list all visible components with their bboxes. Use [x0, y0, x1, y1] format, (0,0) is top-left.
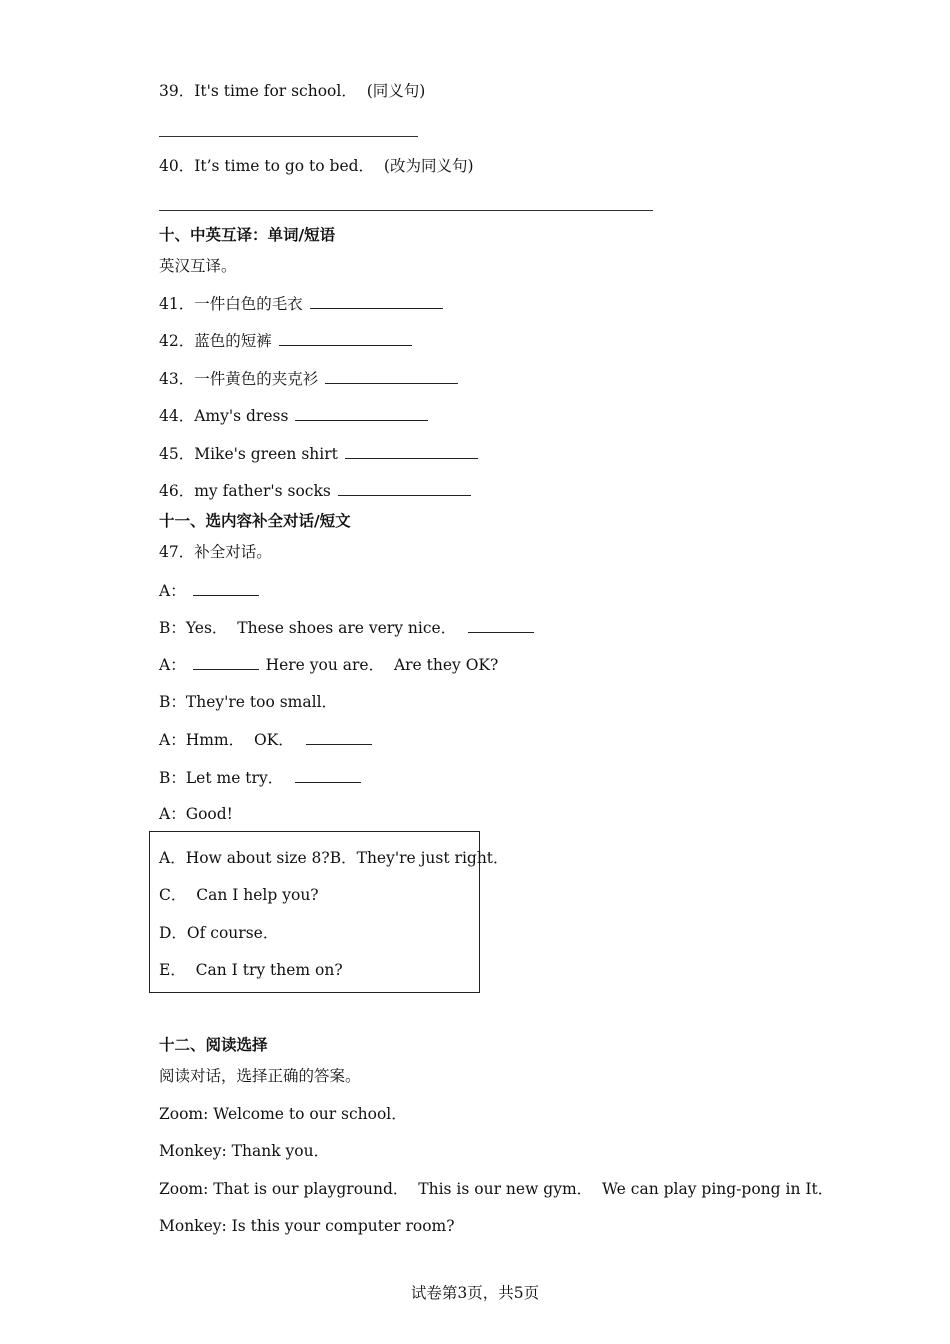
dialogue-line-3-tail: Here you are． Are they OK? — [260, 656, 499, 674]
dialogue-line-4 — [159, 692, 337, 712]
question-39: 39．It's time for school． (同义句) — [159, 82, 426, 100]
answer-blank-45[interactable] — [345, 443, 478, 459]
dialogue-line-2 — [159, 617, 536, 638]
answer-blank-43[interactable] — [325, 368, 458, 384]
section-12-heading: 十二、阅读选择 — [159, 1036, 268, 1054]
section-11-heading: 十一、选内容补全对话/短文 — [159, 512, 351, 530]
dialogue-line-3 — [159, 654, 498, 675]
question-44 — [159, 405, 430, 426]
dialogue-line-7-text: A：Good! — [159, 805, 233, 823]
dialogue-line-5 — [159, 729, 374, 750]
question-43-text: 43．一件黄色的夹克衫 — [159, 370, 319, 388]
page-footer: 试卷第3页，共5页 — [410, 1284, 540, 1302]
option-a-b: A．How about size 8?B．They're just right． — [159, 849, 509, 867]
question-44-text: 44．Amy's dress — [159, 407, 289, 425]
question-42 — [159, 330, 414, 351]
answer-blank-42[interactable] — [279, 330, 412, 346]
reading-line-3: Zoom: That is our playground． This is our new gym． We can play ping-pong in It． — [159, 1180, 834, 1198]
question-45-text: 45．Mike's green shirt — [159, 445, 338, 463]
question-43 — [159, 368, 460, 389]
dialogue-line-1-text: A： — [159, 582, 186, 600]
dialogue-blank-3[interactable] — [193, 654, 259, 670]
answer-blank-46[interactable] — [338, 480, 471, 496]
dialogue-line-3-text: A： — [159, 656, 186, 674]
question-41-text: 41．一件白色的毛衣 — [159, 295, 303, 313]
question-47-instruction: 47．补全对话。 — [159, 543, 272, 561]
answer-line-39[interactable] — [159, 136, 418, 137]
question-45 — [159, 443, 480, 464]
dialogue-blank-4[interactable] — [306, 729, 372, 745]
question-42-text: 42．蓝色的短裤 — [159, 332, 272, 350]
dialogue-line-2-text: B：Yes． These shoes are very nice． — [159, 619, 457, 637]
dialogue-line-7 — [159, 804, 233, 824]
question-40: 40．It’s time to go to bed． (改为同义句) — [159, 157, 474, 175]
question-46-text: 46．my father's socks — [159, 482, 331, 500]
section-12-instruction: 阅读对话，选择正确的答案。 — [159, 1067, 361, 1085]
answer-blank-41[interactable] — [310, 293, 443, 309]
reading-line-4: Monkey: Is this your computer room? — [159, 1217, 455, 1235]
section-10-instruction: 英汉互译。 — [159, 257, 237, 275]
dialogue-line-6-text: B：Let me try． — [159, 769, 284, 787]
option-c: C． Can I help you? — [159, 886, 319, 904]
question-41 — [159, 293, 445, 314]
dialogue-blank-2[interactable] — [468, 617, 534, 633]
dialogue-line-4-text: B：They're too small． — [159, 693, 338, 711]
option-d: D．Of course． — [159, 924, 279, 942]
option-e: E． Can I try them on? — [159, 961, 343, 979]
dialogue-line-1 — [159, 580, 261, 601]
dialogue-line-5-text: A：Hmm． OK． — [159, 731, 294, 749]
answer-line-40[interactable] — [159, 210, 653, 211]
section-10-heading: 十、中英互译：单词/短语 — [159, 226, 336, 244]
answer-blank-44[interactable] — [295, 405, 428, 421]
dialogue-line-6 — [159, 767, 363, 788]
question-46 — [159, 480, 473, 501]
dialogue-blank-1[interactable] — [193, 580, 259, 596]
reading-line-1: Zoom: Welcome to our school． — [159, 1105, 407, 1123]
reading-line-2: Monkey: Thank you． — [159, 1142, 330, 1160]
dialogue-blank-5[interactable] — [295, 767, 361, 783]
